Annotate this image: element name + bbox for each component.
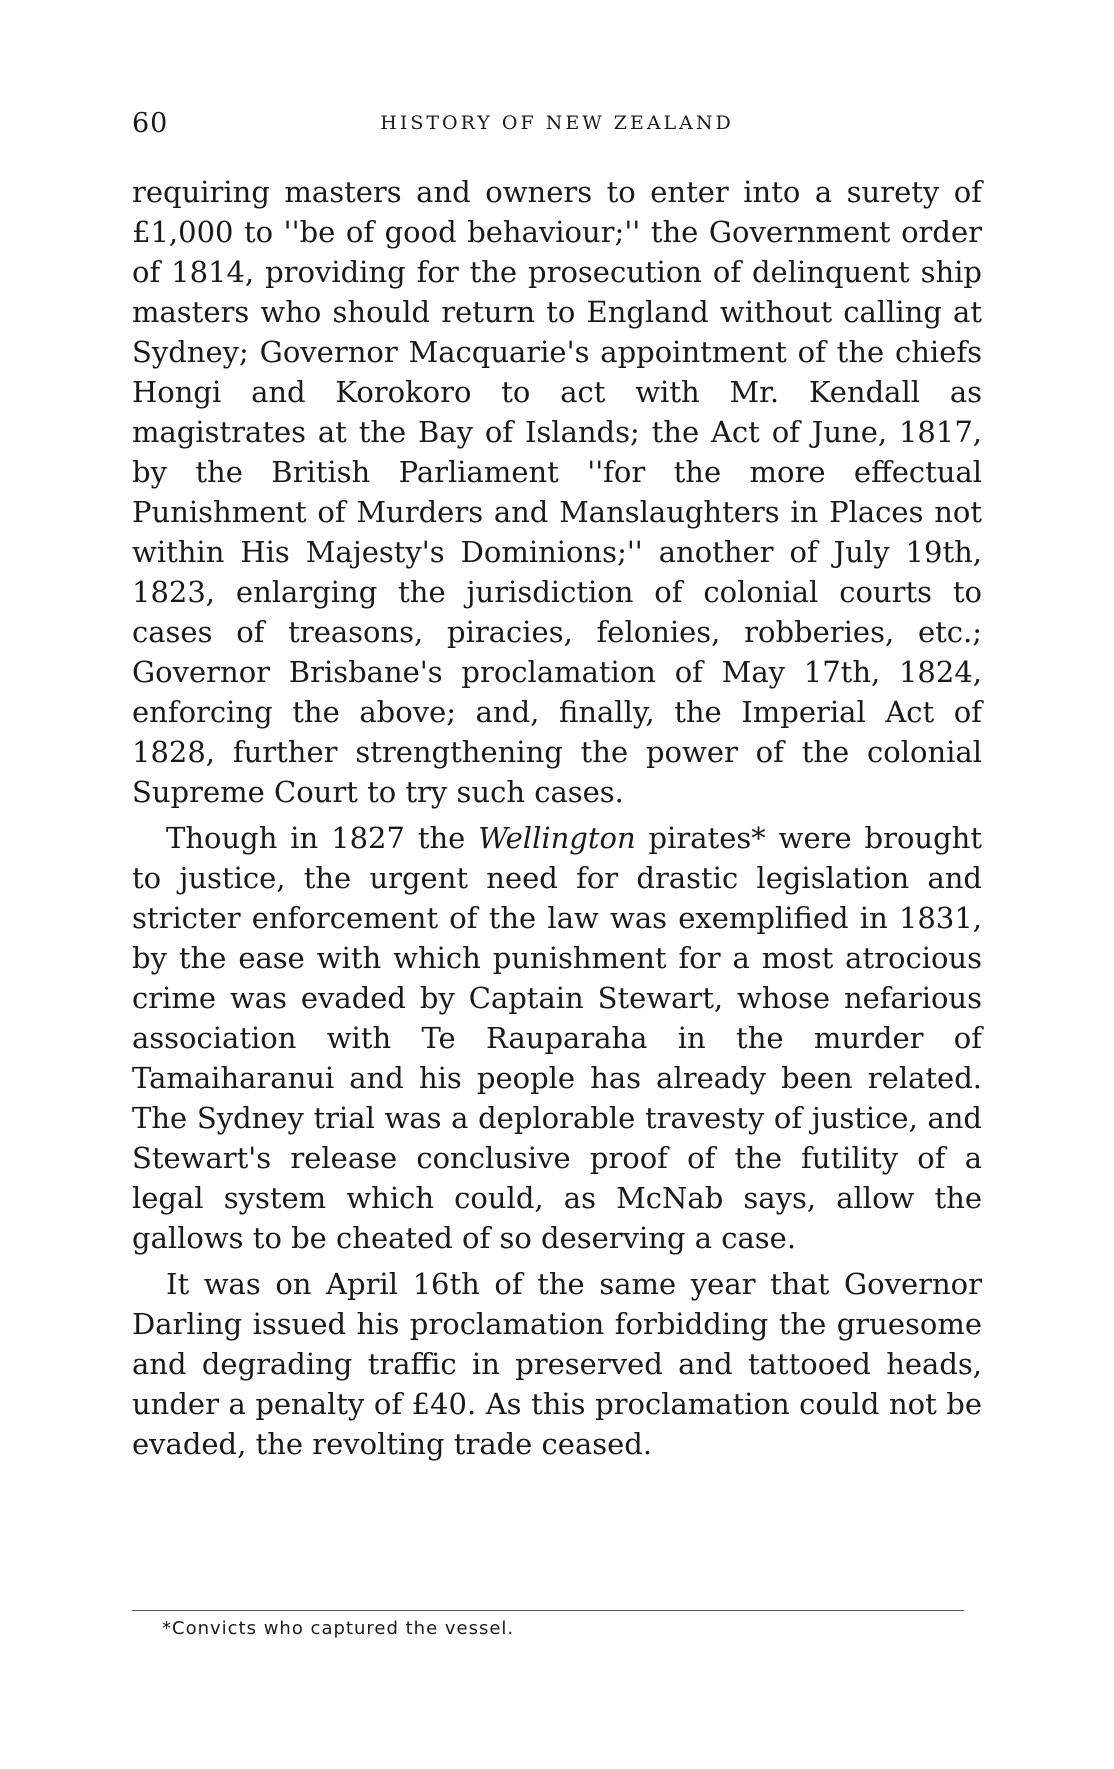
footnote: *Convicts who captured the vessel. [162, 1618, 515, 1639]
ship-name-wellington: Wellington [478, 821, 636, 855]
paragraph-wellington-lead: Though in 1827 the [166, 821, 479, 855]
page-number: 60 [132, 108, 169, 139]
page-header [132, 108, 982, 148]
paragraph-wellington-body: pirates* were brought to justice, the urgent need for drastic legislation and stricter enforcement of the law was exemplified in 1831, by the ease with which punishment for a most atrocious crime was evaded by Captain Stewart, whose nefarious association with Te Rauparaha in the murder of Tamaiharanui and his people has already been related. The Sydney trial was a deplorable travesty of justice, and Stewart's release conclusive proof of the futility of a legal system which could, as McNab says, allow the gallows to be cheated of so deserving a case. [132, 821, 982, 1255]
paragraph-darling-proclamation: It was on April 16th of the same year that Governor Darling issued his proclamation forbidding the gruesome and degrading traffic in preserved and tattooed heads, under a penalty of £40. As this proclamation could not be evaded, the revolting trade ceased. [132, 1267, 982, 1461]
paragraph-continued: requiring masters and owners to enter into a surety of £1,000 to ''be of good behaviour;'' the Government order of 1814, providing for the prosecution of delinquent ship masters who should return to England without calling at Sydney; Governor Macquarie's appointment of the chiefs Hongi and Korokoro to act with Mr. Kendall as magistrates at the Bay of Islands; the Act of June, 1817, by the British Parliament ''for the more effectual Punishment of Murders and Manslaughters in Places not within His Majesty's Dominions;'' another of July 19th, 1823, enlarging the jurisdiction of colonial courts to cases of treasons, piracies, felonies, robberies, etc.; Governor Brisbane's proclamation of May 17th, 1824, enforcing the above; and, finally, the Imperial Act of 1828, further strengthening the power of the colonial Supreme Court to try such cases. [132, 175, 982, 809]
paragraph-wellington [132, 818, 982, 1258]
body-text [132, 172, 982, 1470]
running-title: HISTORY OF NEW ZEALAND [380, 112, 734, 134]
footnote-divider [132, 1610, 964, 1611]
